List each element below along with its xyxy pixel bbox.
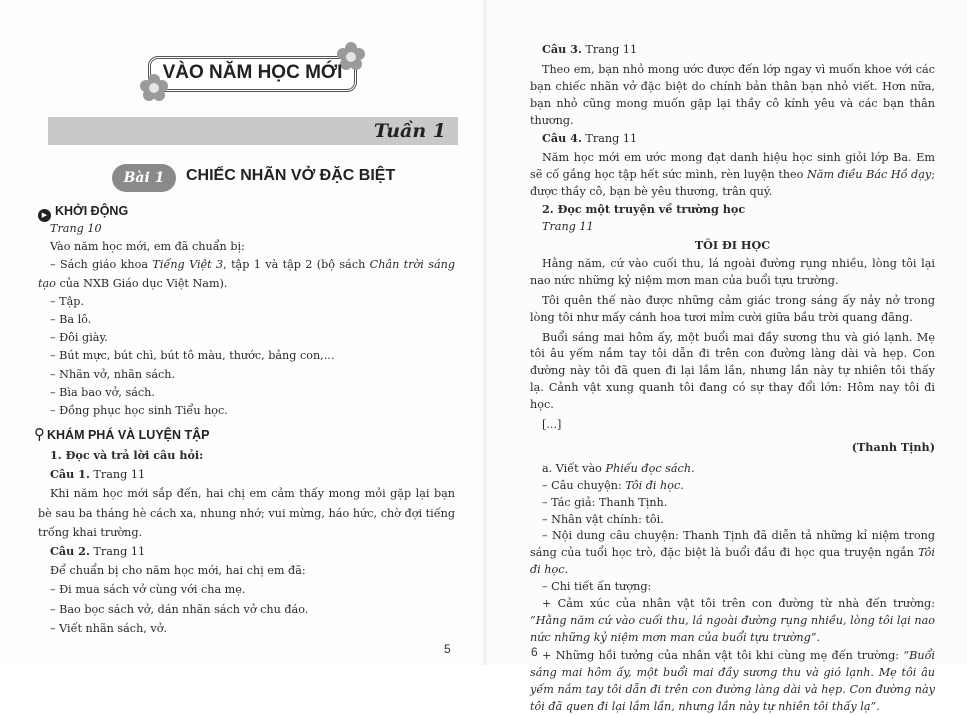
story-paragraph: Buổi sáng mai hôm ấy, một buổi mai đầy sương thu và gió lạnh. Mẹ tôi âu yếm nắm tay tôi dẫn đi trên con đường làng dài và hẹp. Con đường này tôi đã quen đi lại lắm lần, nhưng lần này tự nhiên tôi thấy lạ. Cảnh vật xung quanh tôi đang có sự thay đổi lớn: Hôm nay tôi đi học. — [530, 330, 935, 412]
detail-item: + Cảm xúc của nhân vật tôi trên con đường từ nhà đến trường: “Hằng năm cứ vào cuối thu, lá ngoài đường rụng nhiều, lòng tôi lại nao nức những kỷ niệm mơn man của buổi tựu trường”. — [530, 597, 935, 644]
play-icon: ▶ — [38, 209, 51, 222]
question-2-intro: Để chuẩn bị cho năm học mới, hai chị em đã: — [50, 564, 306, 578]
list-item: – Đi mua sách vở cùng với cha mẹ. — [50, 583, 246, 597]
question-1-answer: Khi năm học mới sắp đến, hai chị em cảm thấy mong mỏi gặp lại bạn bè sau ba tháng hè cách xa, nhung nhớ; vui mừng, háo hức, chờ đợi tiếng trống khai trường. — [38, 487, 455, 539]
author-line: – Tác giả: Thanh Tịnh. — [542, 495, 668, 509]
right-content — [530, 41, 935, 715]
right-page — [487, 0, 967, 713]
week-label: Tuần 1 — [373, 120, 446, 142]
warmup-content — [38, 220, 455, 420]
page-number: 6 — [531, 645, 538, 659]
list-item: – Bao bọc sách vở, dán nhãn sách vở chu đáo. — [50, 602, 309, 616]
warmup-intro: Vào năm học mới, em đã chuẩn bị: — [50, 240, 245, 254]
question-1-heading: Câu 1. Trang 11 — [50, 467, 146, 482]
list-item: – Bìa bao vở, sách. — [50, 385, 155, 399]
reading-sheet-intro: a. Viết vào Phiếu đọc sách. — [542, 461, 695, 475]
page-ref: Trang 11 — [542, 220, 594, 234]
explore-content — [38, 446, 455, 638]
explore-heading-text: KHÁM PHÁ VÀ LUYỆN TẬP — [47, 428, 210, 442]
story-title: TÔI ĐI HỌC — [694, 237, 771, 252]
story-author: (Thanh Tịnh) — [851, 439, 935, 454]
story-paragraph: Hằng năm, cứ vào cuối thu, lá ngoài đường rụng nhiều, lòng tôi lại nao nức những kỷ niệm mơn man của buổi tựu trường. — [530, 256, 935, 287]
left-page — [0, 0, 483, 665]
list-item: – Nhãn vở, nhãn sách. — [50, 367, 176, 381]
explore-heading — [34, 425, 210, 443]
magnifier-icon: ⚲ — [34, 426, 45, 443]
page-number: 5 — [444, 642, 451, 656]
unit-banner — [140, 48, 365, 98]
textbook-item: – Sách giáo khoa Tiếng Việt 3, tập 1 và tập 2 (bộ sách Chân trời sáng tạo của NXB Giáo dục Việt Nam). — [38, 258, 455, 290]
page-ref: Trang 10 — [50, 222, 102, 235]
lesson-title: CHIẾC NHÃN VỞ ĐẶC BIỆT — [186, 167, 396, 184]
question-3-answer: Theo em, bạn nhỏ mong ước được đến lớp ngay vì muốn khoe với các bạn chiếc nhãn vở đặc biệt do chính bản thân bạn nhỏ viết. Hơn nữa, bạn nhỏ cũng mong muốn gặp lại thầy cô kính yêu và các bạn thân thương. — [530, 62, 935, 127]
question-2-heading: Câu 2. Trang 11 — [50, 544, 146, 559]
question-4-answer: Năm học mới em ước mong đạt danh hiệu học sinh giỏi lớp Ba. Em sẽ cố gắng học tập hết sức mình, rèn luyện theo Năm điều Bác Hồ dạy; được thầy cô, bạn bè yêu thương, trân quý. — [530, 151, 935, 199]
week-band — [48, 117, 458, 145]
question-3-heading: Câu 3. Trang 11 — [542, 42, 638, 56]
story-line: – Câu chuyện: Tôi đi học. — [542, 478, 684, 492]
story-ellipsis: [...] — [542, 418, 562, 432]
section-title: 1. Đọc và trả lời câu hỏi: — [50, 448, 204, 462]
content-line: – Nội dung câu chuyện: Thanh Tịnh đã diễn tả những kỉ niệm trong sáng của tuổi học trò, đặc biệt là buổi đầu đi học qua truyện ngắn Tôi đi học. — [530, 529, 935, 577]
lesson-badge: Bài 1 — [112, 164, 176, 192]
list-item: – Tập. — [50, 294, 84, 308]
story-paragraph: Tôi quên thế nào được những cảm giác trong sáng ấy nảy nở trong lòng tôi như mấy cánh hoa tươi mỉm cười giữa bầu trời quang đãng. — [530, 293, 935, 324]
character-line: – Nhân vật chính: tôi. — [542, 512, 664, 526]
details-label: – Chi tiết ấn tượng: — [542, 580, 652, 594]
list-item: – Ba lô. — [50, 313, 92, 327]
question-4-heading: Câu 4. Trang 11 — [542, 130, 638, 145]
list-item: – Đôi giày. — [50, 331, 108, 345]
list-item: – Viết nhãn sách, vở. — [50, 621, 167, 635]
unit-title: VÀO NĂM HỌC MỚI — [162, 62, 343, 83]
detail-item: + Những hồi tưởng của nhân vật tôi khi cùng mẹ đến trường: “Buổi sáng mai hôm ấy, một buổi mai đầy sương thu và gió lạnh. Mẹ tôi âu yếm nắm tay tôi dẫn đi trên con đường làng dài và hẹp. Con đường này tôi đã quen đi lại lắm lần, nhưng lần này tự nhiên tôi thấy lạ”. — [530, 648, 935, 713]
section-title: 2. Đọc một truyện về trường học — [542, 202, 746, 217]
warmup-heading-text: KHỞI ĐỘNG — [55, 204, 129, 218]
list-item: – Bút mực, bút chì, bút tô màu, thước, bảng con,... — [50, 349, 335, 363]
list-item: – Đồng phục học sinh Tiểu học. — [50, 404, 228, 418]
